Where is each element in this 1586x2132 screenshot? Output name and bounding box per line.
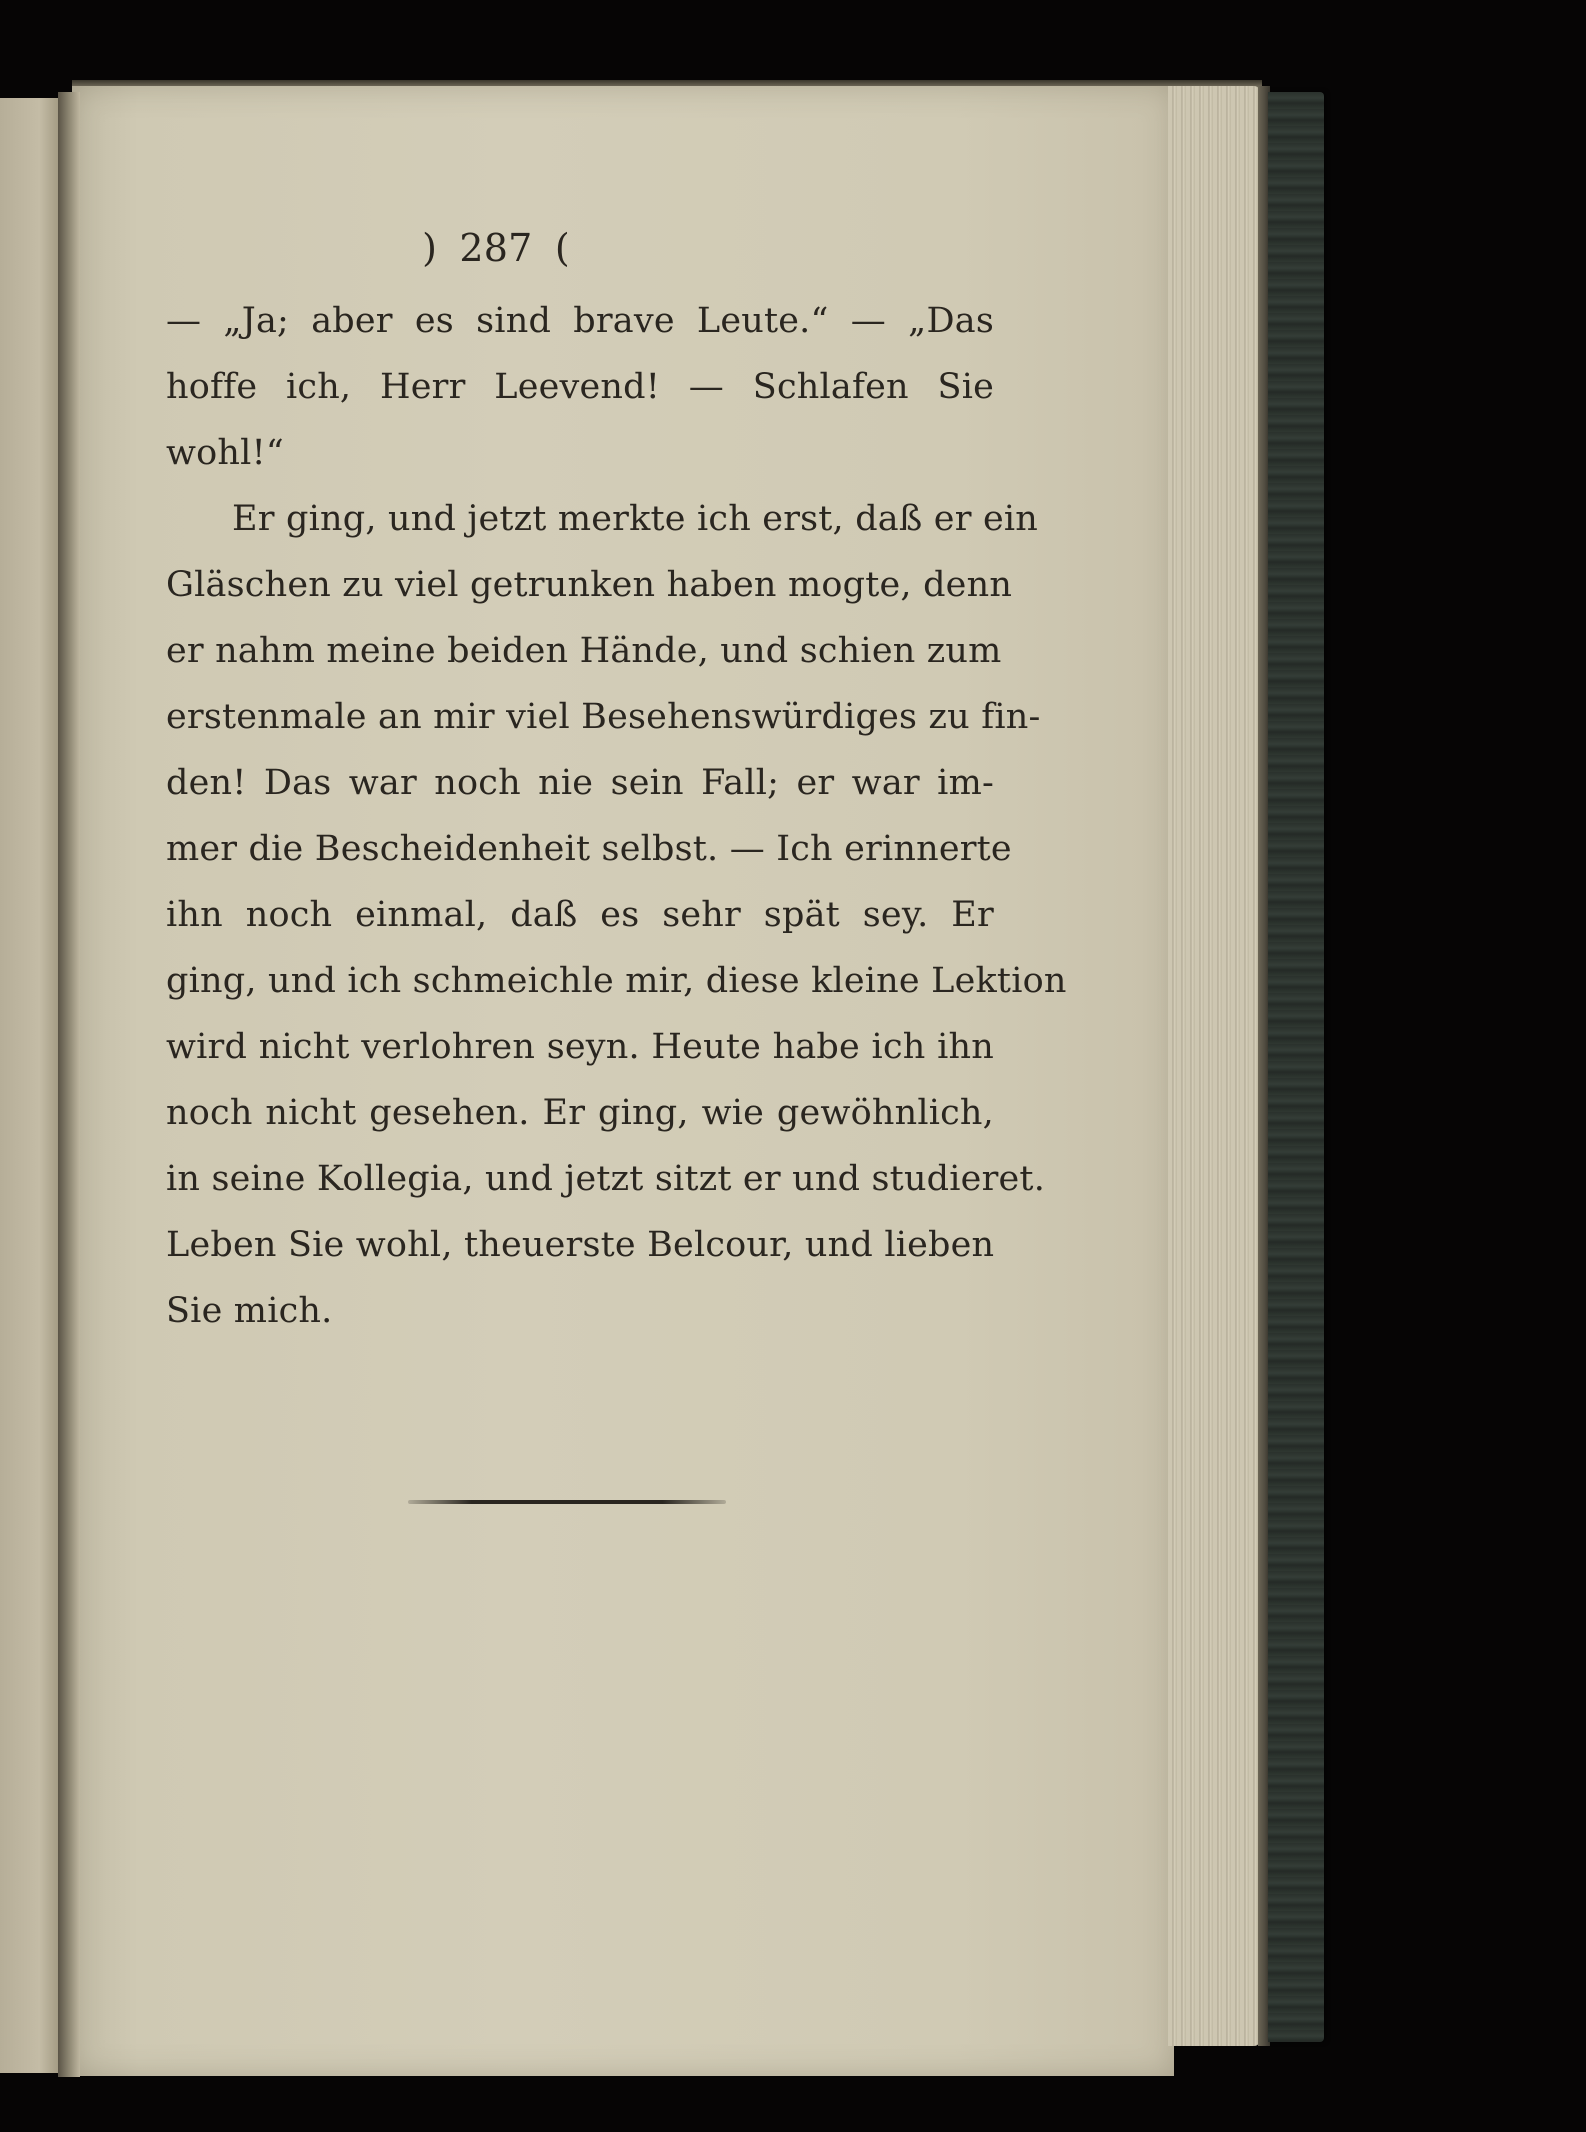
text-line: Leben Sie wohl, theuerste Belcour, und lieben [166,1225,995,1265]
text-line: mer die Bescheidenheit selbst. — Ich erinnerte [166,829,1012,869]
text-line: wird nicht verlohren seyn. Heute habe ich ihn [166,1027,994,1067]
text-line: den! Das war noch nie sein Fall; er war im- [166,763,994,803]
text-line: wohl!“ [166,433,284,473]
text-line: ging, und ich schmeichle mir, diese kleine Lektion [166,961,1067,1001]
text-line: — „Ja; aber es sind brave Leute.“ — „Das [166,301,994,341]
paragraph-start-line: Er ging, und jetzt merkte ich erst, daß er ein [232,499,1038,539]
text-line: er nahm meine beiden Hände, und schien zum [166,631,1002,671]
text-line: hoffe ich, Herr Leevend! — Schlafen Sie [166,367,994,407]
book-cover-board [1268,92,1324,2042]
page-number-header: ) 287 ( [422,226,570,270]
text-line: in seine Kollegia, und jetzt sitzt er und studieret. [166,1159,1046,1199]
page-edges-stack [1168,86,1260,2046]
end-of-section-rule [408,1500,726,1504]
text-line: Sie mich. [166,1291,333,1331]
binding-gutter [58,92,80,2077]
page-text-block [166,226,1067,1344]
text-line: ihn noch einmal, daß es sehr spät sey. Er [166,895,994,935]
text-line: Gläschen zu viel getrunken haben mogte, denn [166,565,1013,605]
text-line: noch nicht gesehen. Er ging, wie gewöhnlich, [166,1093,994,1133]
text-line: erstenmale an mir viel Besehenswürdiges zu fin- [166,697,1041,737]
